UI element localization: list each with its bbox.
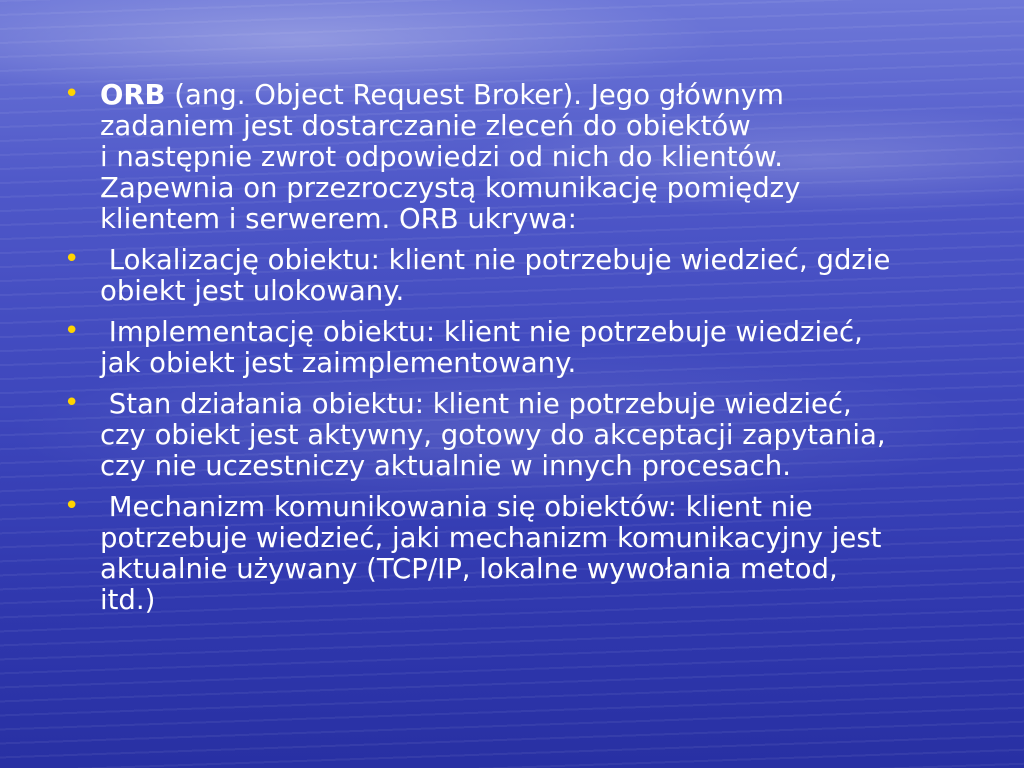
bullet-line	[100, 80, 972, 111]
bullet-marker: •	[64, 388, 80, 418]
bullet-text: (ang. Object Request Broker). Jego głównym	[165, 79, 784, 111]
bullet-line: Implementację obiektu: klient nie potrzebuje wiedzieć,	[100, 316, 863, 348]
bullet-marker: •	[64, 316, 80, 346]
bullet-item-orb	[62, 80, 972, 235]
bullet-marker: •	[64, 79, 80, 109]
bullet-line: czy obiekt jest aktywny, gotowy do akceptacji zapytania,	[100, 419, 886, 451]
bullet-line: Stan działania obiektu: klient nie potrzebuje wiedzieć,	[100, 388, 852, 420]
bullet-list	[62, 80, 972, 616]
bullet-line: czy nie uczestniczy aktualnie w innych procesach.	[100, 450, 791, 482]
slide-content	[62, 80, 972, 626]
bullet-line: aktualnie używany (TCP/IP, lokalne wywołania metod,	[100, 553, 838, 585]
term-orb: ORB	[100, 79, 166, 111]
bullet-line: i następnie zwrot odpowiedzi od nich do klientów.	[100, 141, 784, 173]
bullet-line: potrzebuje wiedzieć, jaki mechanizm komunikacyjny jest	[100, 522, 882, 554]
bullet-line: jak obiekt jest zaimplementowany.	[100, 347, 577, 379]
bullet-line: Lokalizację obiektu: klient nie potrzebuje wiedzieć, gdzie	[100, 244, 891, 276]
bullet-item-mechanism	[62, 492, 972, 616]
bullet-line: Mechanizm komunikowania się obiektów: klient nie	[100, 491, 813, 523]
bullet-line: klientem i serwerem. ORB ukrywa:	[100, 203, 577, 235]
bullet-line: zadaniem jest dostarczanie zleceń do obiektów	[100, 110, 751, 142]
bullet-line: Zapewnia on przezroczystą komunikację pomiędzy	[100, 172, 801, 204]
bullet-item-state	[62, 389, 972, 482]
bullet-item-implementation	[62, 317, 972, 379]
bullet-marker: •	[64, 491, 80, 521]
bullet-line: itd.)	[100, 584, 156, 616]
bullet-marker: •	[64, 244, 80, 274]
bullet-item-location	[62, 245, 972, 307]
bullet-line: obiekt jest ulokowany.	[100, 275, 405, 307]
